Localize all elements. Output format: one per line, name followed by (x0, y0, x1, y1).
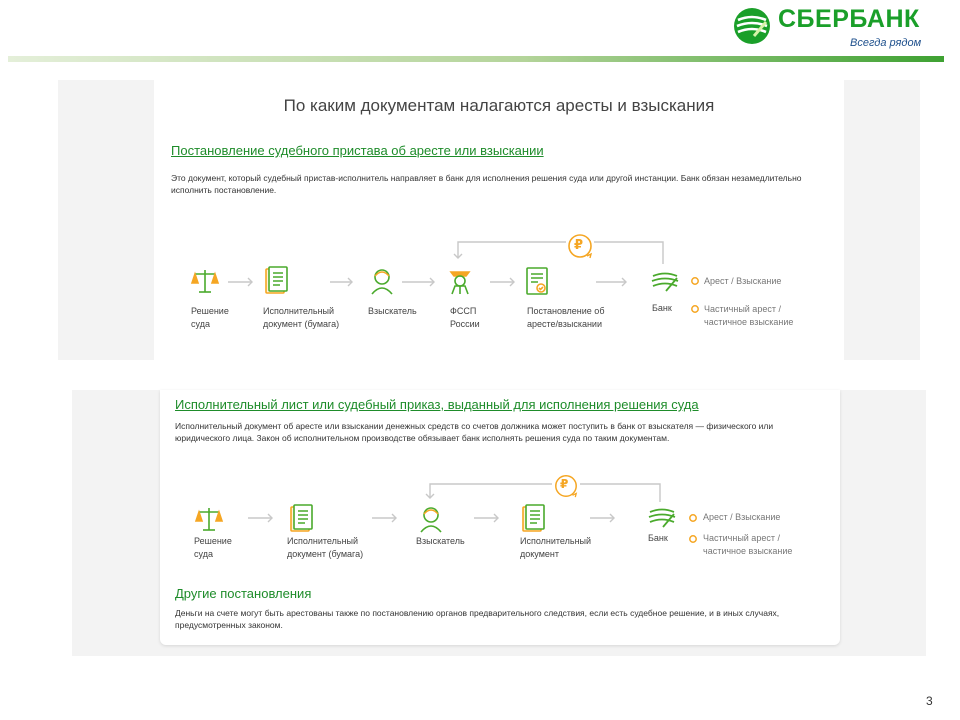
outcome-partial-arrest: Частичный арест / частичное взыскание (704, 304, 794, 327)
flow-label-bank: Банк (652, 303, 672, 313)
flow-label-claimant: Взыскатель (368, 306, 417, 316)
sberbank-logo-icon (732, 6, 772, 46)
flow-label-claimant: Взыскатель (416, 536, 465, 546)
section1-description: Это документ, который судебный пристав-исполнитель направляет в банк для исполнения решения суда или другой инстанции. Банк обязан незамедлительно исполнить постановление. (171, 173, 802, 195)
section2-description: Исполнительный документ об аресте или взыскании денежных средств со счетов должника может поступить в банк от взыскателя — физического или юридического лица. Закон об исполнительном производстве обязывает банк исполнять решения суда по таким документам. (175, 421, 774, 443)
bullet-icon (690, 276, 700, 286)
checked-document-icon (524, 266, 550, 296)
outcome-arrest: Арест / Взыскание (704, 276, 782, 286)
document-icon (520, 504, 548, 534)
flow-label-enforcement-document: Исполнительный документ (бумага) (287, 536, 364, 559)
ruble-symbol: ₽ (574, 237, 584, 252)
flow-label-fssp: ФССП России (450, 306, 480, 329)
ruble-cycle-icon (553, 473, 579, 499)
document-icon (288, 504, 316, 534)
person-icon (368, 266, 396, 296)
flow-label-court-decision: Решение суда (191, 306, 229, 329)
scales-icon (194, 504, 224, 534)
sberbank-icon (647, 502, 677, 532)
section1-title: Постановление судебного пристава об аресте или взыскании (171, 143, 544, 158)
page-number: 3 (926, 694, 933, 708)
document-icon (263, 266, 291, 296)
flow-label-bank: Банк (648, 533, 668, 543)
flow-label-resolution: Постановление об аресте/взыскании (527, 306, 605, 329)
outcome-arrest: Арест / Взыскание (703, 512, 781, 522)
flow-label-court-decision: Решение суда (194, 536, 232, 559)
bailiff-icon (446, 266, 474, 296)
sberbank-icon (650, 266, 680, 296)
bullet-icon (688, 534, 698, 544)
flow-label-enforcement-document: Исполнительный документ (бумага) (263, 306, 340, 329)
page-title: По каким документам налагаются аресты и взыскания (283, 96, 715, 115)
brand-tagline: Всегда рядом (850, 37, 922, 49)
brand-name: СБЕРБАНК (778, 5, 920, 33)
ruble-symbol: ₽ (560, 477, 569, 491)
outcome-partial-arrest: Частичный арест / частичное взыскание (703, 533, 793, 556)
flow-label-enforcement-document-2: Исполнительный документ (520, 536, 592, 559)
section1-flow-arrows (154, 230, 844, 305)
person-icon (417, 504, 445, 534)
bullet-icon (688, 513, 698, 523)
bullet-icon (690, 304, 700, 314)
ruble-cycle-icon (566, 232, 594, 260)
scales-icon (190, 266, 220, 296)
section2-title: Исполнительный лист или судебный приказ, выданный для исполнения решения суда (175, 397, 699, 412)
header-divider (8, 56, 944, 62)
section3-title: Другие постановления (175, 586, 312, 601)
section3-description: Деньги на счете могут быть арестованы также по постановлению органов предварительного следствия, если есть судебное решение, и в иных случаях, предусмотренных законом. (175, 608, 780, 630)
